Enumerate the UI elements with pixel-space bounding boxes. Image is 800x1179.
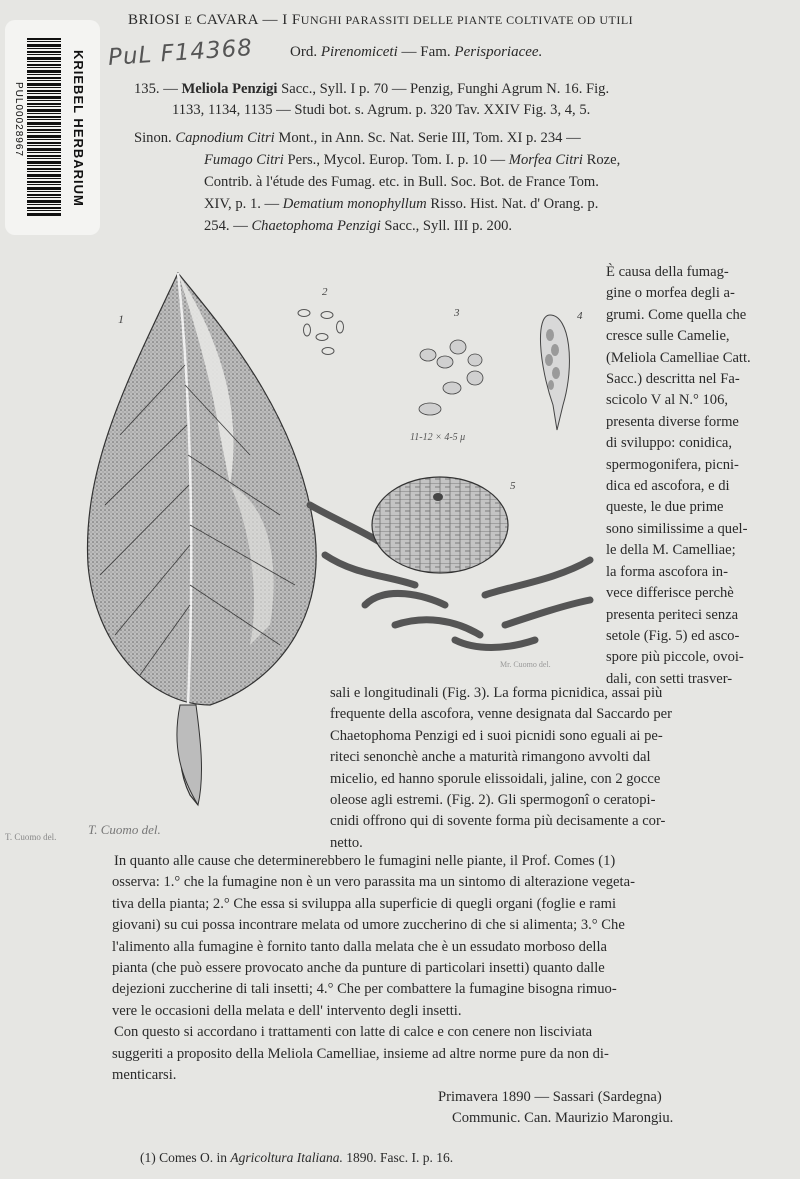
mid-line: cnidi offrono qui di sovente forma più decisamente a cor- [330, 813, 666, 830]
mid-line: netto. [330, 834, 363, 851]
full-line: vere le occasioni della melata e dell' intervento degli insetti. [112, 1002, 462, 1019]
right-line: (Meliola Camelliae Catt. [606, 349, 751, 366]
fig5-perithecium [305, 475, 600, 675]
leaf-signature: T. Cuomo del. [5, 832, 57, 842]
right-line: sono similissime a quel- [606, 520, 748, 537]
full-line: Con questo si accordano i trattamenti con latte di calce e con cenere non lisciviata [114, 1024, 593, 1041]
synonym-3-author: Roze, [586, 152, 621, 168]
family-prefix: — Fam. [401, 44, 451, 60]
author-briosi: BRIOSI [128, 12, 181, 28]
synonym-line-4 [204, 194, 598, 214]
right-line: la forma ascofora in- [606, 563, 728, 580]
fig3-ascospores [400, 302, 540, 447]
family-name: Perisporiacee. [454, 44, 543, 60]
full-line: osserva: 1.° che la fumagine non è un vero parassita ma un sintomo di alterazione vegeta- [112, 874, 635, 891]
header-dash: — [262, 12, 278, 28]
fig2-spores [292, 285, 352, 365]
right-line: vece differisce perchè [606, 585, 734, 602]
right-line: di sviluppo: conidica, [606, 435, 733, 452]
right-line: dica ed ascofora, e di [606, 478, 730, 495]
right-line: spore più piccole, ovoi- [606, 649, 744, 666]
right-line: gine o morfea degli a- [606, 285, 735, 302]
taxonomy-line [290, 44, 542, 61]
fig4-label: 4 [577, 310, 583, 322]
synonym-5-prefix: 254. — [204, 218, 248, 234]
measurement: 11-12 × 4-5 μ [410, 432, 466, 443]
synonym-4: Dematium monophyllum [282, 196, 427, 212]
synonym-2: Fumago Citri [204, 152, 284, 168]
right-line: grumi. Come quella che [606, 306, 747, 323]
full-line: l'alimento alla fumagine è fornito tanto dalla melata che è un essudato morboso della [112, 938, 608, 955]
full-line: dejezioni zuccherine di tali insetti; 4.° Che per combattere la fumagine bisogna rimuo- [112, 981, 617, 998]
right-line: È causa della fumag- [606, 264, 729, 280]
full-line: suggeriti a proposito della Meliola Camelliae, insieme ad altre norme pure da non di- [112, 1045, 609, 1062]
barcode-number: PUL00028967 [13, 82, 24, 157]
synonym-1-citation: Mont., in Ann. Sc. Nat. Serie III, Tom. XI p. 234 — [278, 130, 581, 146]
full-line: menticarsi. [112, 1067, 177, 1084]
right-line: dali, con setti trasver- [606, 670, 733, 687]
entry-number: 135. — [134, 81, 178, 97]
fig3-label: 3 [454, 307, 460, 319]
full-text-block [112, 851, 792, 1086]
footnote-prefix: (1) Comes O. in [140, 1150, 227, 1165]
mid-line: frequente della ascofora, venne designata dal Saccardo per [330, 706, 672, 723]
right-line: cresce sulle Camelie, [606, 328, 730, 345]
synonym-1: Capnodium Citri [175, 130, 275, 146]
synonym-line-3: Contrib. à l'étude des Fumag. etc. in Bull. Soc. Bot. de France Tom. [204, 174, 599, 190]
synonym-5: Chaetophoma Penzigi [251, 218, 381, 234]
fig1-label: 1 [118, 312, 124, 326]
collection-collector: Communic. Can. Maurizio Marongiu. [452, 1110, 674, 1126]
right-line: scicolo V al N.° 106, [606, 392, 729, 409]
series-title: UNGHI PARASSITI DELLE PIANTE COLTIVATE OD UTILI [300, 13, 634, 27]
header-conj: E [184, 13, 193, 27]
right-line: spermogonifera, picni- [606, 456, 739, 473]
footnote-journal: Agricoltura Italiana. [230, 1150, 343, 1165]
right-line: Sacc.) descritta nel Fa- [606, 371, 740, 388]
order-prefix: Ord. [290, 44, 318, 60]
right-column-text [606, 262, 796, 690]
middle-text-block [330, 683, 790, 854]
fig4-ascus [525, 305, 595, 435]
mid-line: sali e longitudinali (Fig. 3). La forma picnidica, assai più [330, 685, 663, 701]
mid-line: riteci senonchè anche a maturità rimangono avvolti dal [330, 749, 651, 766]
footnote-ref: 1890. Fasc. I. p. 16. [346, 1150, 454, 1165]
full-line: giovani) su cui possa incontrare melata od umore zuccherino di che si alimenta; 3.° Che [112, 917, 625, 934]
full-line: In quanto alle cause che determinerebbero le fumagini nelle piante, il Prof. Comes (1) [114, 853, 616, 869]
synonym-line-1 [134, 128, 581, 148]
entry-line-1 [134, 79, 609, 99]
synonym-4-citation: Risso. Hist. Nat. d' Orang. p. [430, 196, 599, 212]
right-line: le della M. Camelliae; [606, 542, 736, 559]
mid-line: oleose agli estremi. (Fig. 2). Gli spermogonî o ceratopi- [330, 792, 656, 809]
entry-citation: Sacc., Syll. I p. 70 — Penzig, Funghi Agrum N. 16. Fig. [281, 81, 610, 97]
mid-line: Chaetophoma Penzigi ed i suoi picnidi sono eguali ai pe- [330, 727, 663, 744]
synonym-line-5 [204, 216, 512, 236]
entry-line-2: 1133, 1134, 1135 — Studi bot. s. Agrum. p. 320 Tav. XXIV Fig. 3, 4, 5. [172, 102, 591, 118]
full-line: pianta (che può essere provocato anche da punture di particolari insetti) quanto dalle [112, 960, 605, 977]
barcode-label [5, 20, 100, 235]
synonym-2-citation: Pers., Mycol. Europ. Tom. I. p. 10 — [287, 152, 506, 168]
series-initial: I F [282, 12, 301, 28]
leaf-signature-text: T. Cuomo del. [88, 822, 161, 837]
synonym-line-2 [204, 150, 620, 170]
order-name: Pirenomiceti [320, 44, 398, 60]
full-line: tiva della pianta; 2.° Che essa si sviluppa alla superficie di quegli organi (foglie e rami [112, 895, 617, 912]
fig5-label: 5 [510, 480, 516, 492]
page-header [128, 12, 633, 29]
right-line: presenta periteci senza [606, 606, 739, 623]
herbarium-name: KRIEBEL HERBARIUM [71, 50, 86, 207]
synonym-5-citation: Sacc., Syll. III p. 200. [384, 218, 513, 234]
author-cavara: CAVARA [196, 12, 259, 28]
fig5-signature: Mr. Cuomo del. [500, 660, 551, 669]
footnote [140, 1148, 453, 1168]
barcode [27, 38, 61, 216]
right-line: presenta diverse forme [606, 413, 739, 430]
mid-line: micelio, ed hanno sporule elissoidali, jaline, con 2 gocce [330, 770, 661, 787]
right-line: setole (Fig. 5) ed asco- [606, 627, 740, 644]
collection-date-place: Primavera 1890 — Sassari (Sardegna) [438, 1089, 662, 1105]
synonym-3: Morfea Citri [508, 152, 583, 168]
accession-number: PuL F14368 [107, 34, 254, 72]
fig2-label: 2 [322, 286, 328, 298]
synonym-4-prefix: XIV, p. 1. — [204, 196, 280, 212]
synonym-prefix: Sinon. [134, 130, 172, 146]
species-name: Meliola Penzigi [181, 81, 278, 97]
right-line: queste, le due prime [606, 499, 724, 516]
